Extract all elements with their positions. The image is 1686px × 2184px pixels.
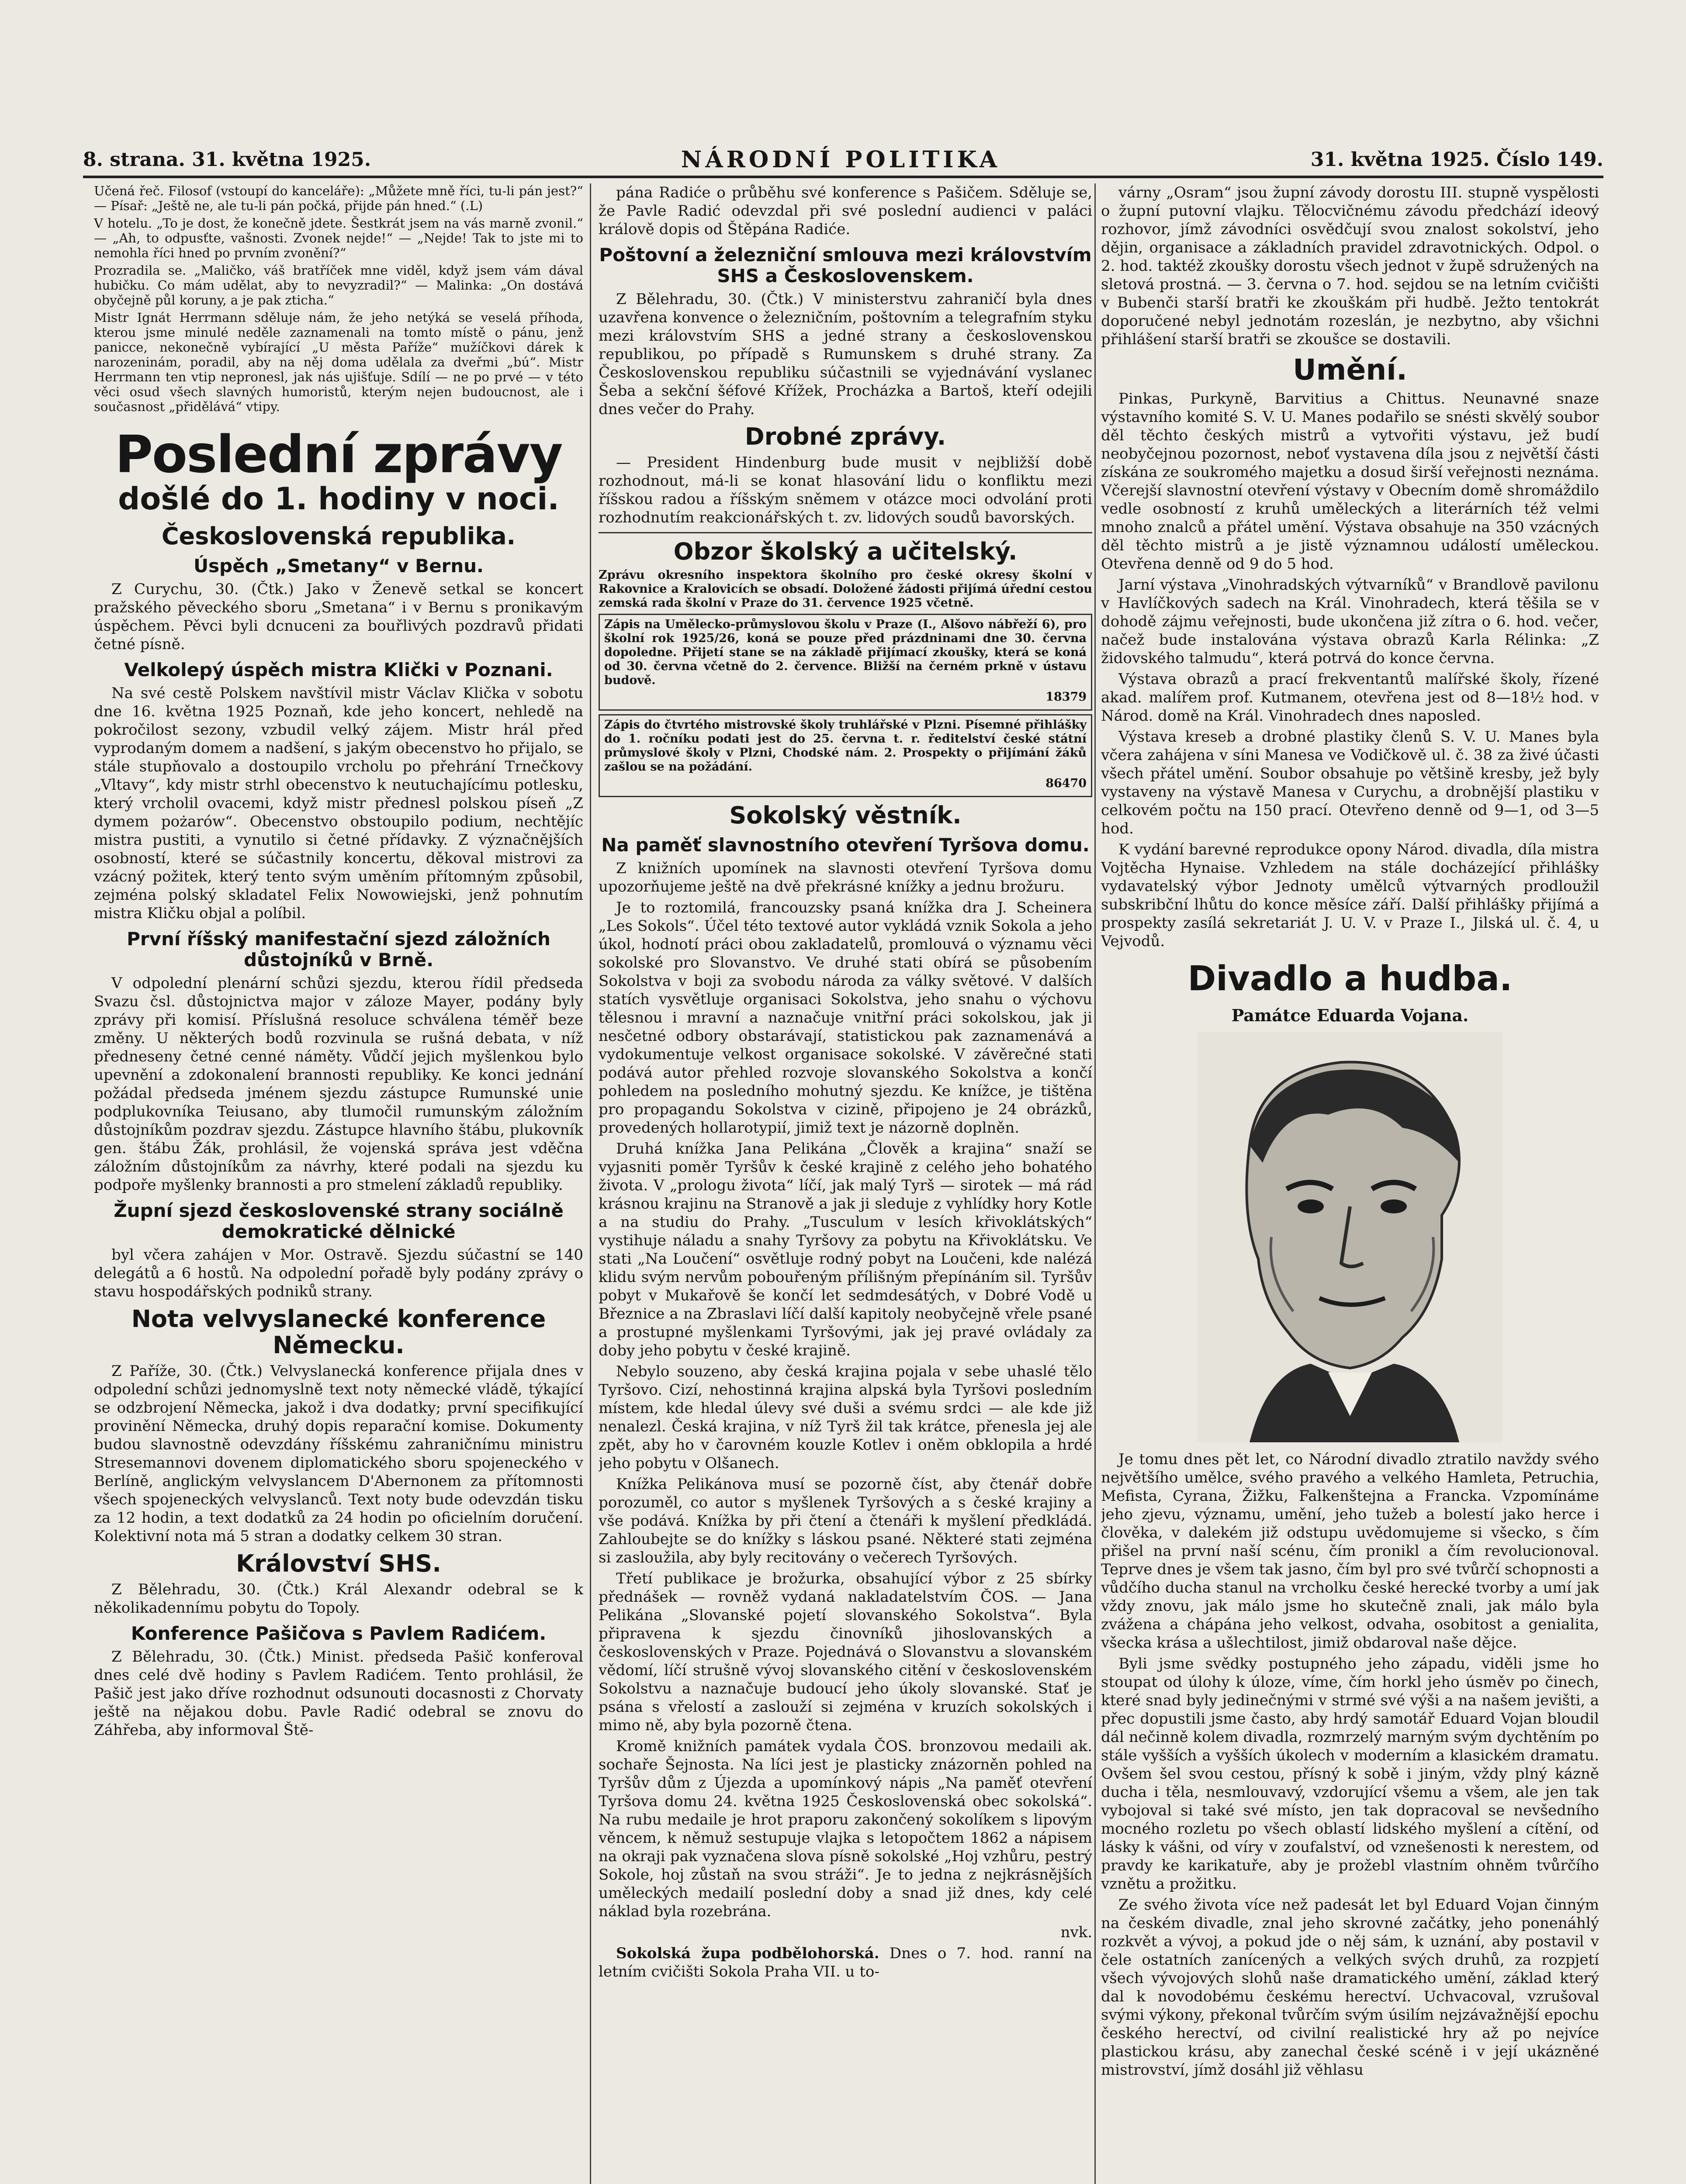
- article-text: Pinkas, Purkyně, Barvitius a Chittus. Neunavné snaze výstavního komité S. V. U. Manes podařilo se snésti skvělý soubor děl těchto českých mistrů a vytvořiti výstavu, jež budí neobyčejnou pozornost, neboť vystavena díla jsou z největší části získána ze soukromého majetku a dosud širší veřejnosti neznáma. Včerejší slavnostní otevření výstavy v Obecním domě shromáždilo vedle osobností z kruhů uměleckých a literárních též velmi mnoho znalců a přátel umění. Výstava obsahuje na 350 vzácných děl těchto mistrů a je jistě významnou událostí uměleckou. Otevřena denně od 9 do 5 hod.: [1101, 390, 1599, 573]
- section-heading: Nota velvyslanecké konference Německu.: [131, 1305, 546, 1359]
- anecdote: Učená řeč. Filosof (vstoupí do kanceláře): „Můžete mně říci, tu-li pán jest?“ — Písař: „Ještě ne, ale tu-li pán počká, přijde pán hned.“ (.L): [94, 183, 583, 213]
- article-text: Je to roztomilá, francouzsky psaná knížka dra J. Scheinera „Les Sokols“. Účel této textové autor vykládá vznik Sokola a jeho úkol, hodnotí práci obou zakladatelů, promlouvá o významu věci sokolské pro Slovanstvo. Ve druhé stati obírá se působením Sokolstva v boji za svobodu národa za války světové. V dalších statích vysvětluje organisaci Sokolstva, jeho snahu o výchovu tělesnou i mravní a naznačuje vnitřní práci sokolskou, jak ji nesčetné odbory obstarávají, statistickou pak zaznamenává a vydokumentuje velkost organisace sokolské. V závěrečné stati podává autor přehled rozvoje slovanského Sokolstva a končí pohledem na posledního mohutný sjezdu. Ke knížce, je tištěna pro propagandu Sokolstva v cizině, připojeno je 24 obrázků, provedených hollarotypií, jimiž text je názorně doplněn.: [599, 899, 1092, 1137]
- article-text: Byli jsme svědky postupného jeho západu, viděli jsme ho stoupat od úlohy k úloze, víme, čím horkl jeho úsměv po činech, které snad byly jedinečnými v strmé své výši a na našem jevišti, a přec dopustili jsme často, aby hrdý samotář Eduard Vojan bloudil dál nečinně kolem divadla, rozmrzelý marným svým dychtěním po stále vyšších a vyšších úkolech v moderním a klasickém dramatu. Ovšem šel svou cestou, přísný k sobě i jiným, vždy plný kázně ducha i těla, nesmlouvavý, vzdorující všemu a všem, ale jen tak vybojoval si také své místo, jen tak dopracoval se nevšedního mocného rozletu po všech oblastí lidského myšlení a cítění, od lásky k vášni, od víry v zoufalství, od vznešenosti k nerestem, od pravdy ke karikatuře, aby je prožebl vlastním ohněm tvůrčího vznětu a prožitku.: [1101, 1655, 1599, 1893]
- article-text: Z Curychu, 30. (Čtk.) Jako v Ženevě setkal se koncert pražského pěveckého sboru „Smetana“ i v Bernu s pronikavým úspěchem. Pěvci byli dcnuceni za bouřlivých pozdravů přidati četné písně.: [94, 581, 583, 653]
- portrait-caption: Památce Eduarda Vojana.: [1231, 1006, 1469, 1025]
- inline-text: Dnes o 7. hod. ranní na letním cvičišti Sokola Praha VII. u to-: [599, 1945, 1092, 1980]
- article-text: Druhá knížka Jana Pelikána „Člověk a krajina“ snaží se vyjasniti poměr Tyršův k české krajině z celého jeho bohatého života. V „prologu života“ líčí, jak malý Tyrš — sirotek — má rád krásnou krajinu na Stranově a jak ji sleduje z vyhlídky hory Kotle a na studiu do Prahy. „Tusculum v lesích křivoklátských“ vystihuje náladu a snahy Tyršovy za pobytu na Křivoklátsku. Ve stati „Na Loučení“ osvětluje rodný pobyt na Loučeni, kde nalézá klidu svým nervům pobouřeným přílišným přepínáním sil. Tyršův pobyt v Mukařově še končí let sedmdesátých, v Dobré Vodě u Březnice a na Zbraslavi líčí další kapitoly neobyčejně vřele psané a prostupné myšlenkami Tyršovými, jak jej pravé ovládaly za doby jeho pobytu v české krajině.: [599, 1140, 1092, 1359]
- column-1: [94, 183, 583, 2184]
- article-text: Jarní výstava „Vinohradských výtvarníků“ v Brandlově pavilonu v Havlíčkových sadech na Král. Vinohradech, která těšila se v dohodě zájmu veřejnosti, bude ukončena již zítra o 6. hod. večer, načež bude instalována výstava obrazů Karla Rélinka: „Z židovského talmudu“, která potrvá do konce června.: [1101, 576, 1599, 667]
- article-text: Z Paříže, 30. (Čtk.) Velvyslanecká konference přijala dnes v odpolední schůzi jednomyslně text noty německé vládě, týkající se odzbrojení Německa, jakož i dva dodatky; první specifikující provinění Německa, druhý dopis reparační komise. Dokumenty budou slavnostně odevzdány říšskému zahraničnímu ministru Stresemannovi dovenem diplomatického sboru spojeneckého v Berlíně, anglickým velvyslancem D'Abernonem za přítomnosti všech spojeneckých velvyslanců. Text noty bude odevzdán tisku za 12 hodin, a text dodatků za 24 hodin po oficielním doručení. Kolektivní nota má 5 stran a dodatky celkem 30 stran.: [94, 1362, 583, 1545]
- article-heading: Na paměť slavnostního otevření Tyršova domu.: [601, 834, 1090, 856]
- article-heading: Župní sjezd československé strany sociálně demokratické dělnické: [114, 1200, 564, 1242]
- article-text: [599, 1944, 1092, 1981]
- header-issue-right: 31. května 1925. Číslo 149.: [1310, 148, 1603, 171]
- inline-heading: Sokolská župa podbělohorská.: [616, 1945, 879, 1962]
- advert-box: [599, 614, 1092, 711]
- article-heading: Velkolepý úspěch mistra Klički v Poznani.: [124, 659, 553, 681]
- column-3: [1101, 183, 1599, 2184]
- notice: Zápis do čtvrtého mistrovské školy truhlářské v Plzni. Písemné přihlášky do 1. ročníku podati jest do 25. června t. r. ředitelství české státní průmyslové školy v Plzni, Chodské nám. 2. Prospekty o přijímání žáků zašlou se na požádání.: [604, 718, 1087, 774]
- article-heading: Poštovní a železniční smlouva mezi královstvím SHS a Československem.: [599, 244, 1092, 287]
- article-text: V odpolední plenární schůzi sjezdu, kterou řídil předseda Svazu čsl. důstojnictva major v záloze Mayer, podány byly zprávy při komisí. Příslušná resoluce schválena téměř beze změny. U některých bodů rozvinula se rušná debata, v níž předneseny četné cenné náměty. Vůdčí jejich myšlenkou bylo upevnění a zdokonalení brannosti republiky. Ke konci jednání požádal předseda jménem sjezdu zástupce Rumunské unie podplukovníka Teiusano, aby tlumočil rumunským záložním důstojníkům pozdrav sjezdu. Zástupce hlavního štábu, plukovník gen. štábu Žák, prohlásil, že vojenská správa jest vděčna záložním důstojníkům za návrhy, které podali na sjezdu ku podpoře myšlenky brannosti a pro stmelení základů republiky.: [94, 975, 583, 1194]
- column-divider: [1094, 183, 1096, 2184]
- separator: [599, 532, 1092, 533]
- article-text: várny „Osram“ jsou župní závody dorostu III. stupně vyspělosti o župní putovní vlajku. Tělocvičnému závodu předchází ideový rozhovor, jímž závodníci osvědčují svou znalost sokolství, jeho dějin, organisace a základních pravidel zdravotnických. Odpol. o 2. hod. taktéž zkoušky dorostu všech jednot v župě sdružených na sletová prostná. — 3. června o 7. hod. sejdou se na letním cvičišti v Bubenči starší bratři ke zkouškám při hudbě. Ježto tentokrát doporučené nebyl jednotám rozeslán, je nezbytno, aby všichni přihlášení starší bratři se zkoušce se dostavili.: [1101, 184, 1599, 348]
- section-heading: Obzor školský a učitelský.: [673, 538, 1018, 565]
- article-text: Z knižních upomínek na slavnosti otevření Tyršova domu upozorňujeme ještě na dvě překrásné knížky a jednu brožuru.: [599, 860, 1092, 895]
- article-heading: Úspěch „Smetany“ v Bernu.: [193, 555, 484, 577]
- advert-box: [599, 714, 1092, 797]
- article-text: Kromě knižních památek vydala ČOS. bronzovou medaili ak. sochaře Šejnosta. Na líci jest je plasticky znázorněn pohled na Tyršův dům z Újezda a upomínkový nápis „Na paměť otevření Tyršova domu 24. května 1925 Československá obec sokolská“. Na rubu medaile je hrot praporu zakončený sokolíkem s lipovým věncem, k němuž sestupuje vlajka s letopočtem 1862 a nápisem na okraji pak vyznačena slova písně sokolské „Hoj vzhůru, pestrý Sokole, hoj zůstaň na svou stráži“. Je to jedna z nejkrásnějších uměleckých medailí poslední doby a snad již dnes, kdy celé náklad byla rozebrána.: [599, 1738, 1092, 1920]
- notice: Zápis na Umělecko-průmyslovou školu v Praze (I., Alšovo nábřeží 6), pro školní rok 1925/26, koná se pouze před prázdninami dne 30. června dopoledne. Přijetí stane se na základě přijímací zkoušky, která se koná od 30. června včetně do 2. července. Bližší na černém prkně v ústavu budově.: [604, 618, 1087, 687]
- article-text: Ze svého života více než padesát let byl Eduard Vojan činným na českém divadle, znal jeho skrovné začátky, jeho ponenáhlý rozkvět a vývoj, a pokud jde o něj sám, k uznání, aby postavil v čele ostatních zanícených a velkých svých druhů, za rozpjetí všech vývojových slohů naše dramatického umění, základ který dal k novodobému českému herectví. Uchvacoval, vzrušoval svými výkony, překonal tvůrčím svým úsilím nejzávažnější epochu českého herectví, od civilní realistické hry až po nejvíce plastickou krásu, aby zanechal české scéně i v její ukázněné mistrovství, jímž dosáhl již věhlasu: [1101, 1896, 1599, 2079]
- section-title: Divadlo a hudba.: [1187, 959, 1513, 999]
- section-subtitle: došlé do 1. hodiny v noci.: [118, 481, 559, 517]
- article-heading: První říšský manifestační sjezd záložních důstojníků v Brně.: [127, 928, 550, 971]
- article-text: Výstava kreseb a drobné plastiky členů S. V. U. Manes byla včera zahájena v síni Manesa ve Vodičkově ul. č. 38 za živé účasti všech přátel umění. Soubor obsahuje po většině kresby, jež byly vystaveny na výstavě Manesa v Curychu, a drobnější plastiku v celkovém počtu na 150 prací. Otevřeno denně od 9—1, od 3—5 hod.: [1101, 728, 1599, 837]
- correction-note: Mistr Ignát Herrmann sděluje nám, že jeho netýká se veselá příhoda, kterou jsme minulé neděle zaznamenali na tomto místě o pánu, jenž panicce, nekonečně vybírající „U města Paříže“ mužíčkovi dárek k narozeninám, poradil, aby na něj doma udělala za dveřmi „bú“. Mistr Herrmann ten vtip nepronesl, jak nás ujišťuje. Sdílí — ne po prvé — v této věci osud všech slavných humoristů, kterým nejen budoucnost, ale i současnost „přidělává“ vtipy.: [94, 310, 583, 414]
- notice-code: 18379: [1046, 690, 1087, 704]
- article-text: Je tomu dnes pět let, co Národní divadlo ztratilo navždy svého největšího umělce, svého pravého a velkého Hamleta, Petruchia, Mefista, Cyrana, Žižku, Falkenštejna a Francka. Vzpomínáme jeho zjevu, významu, umění, jeho tužeb a bolestí jako herce i člověka, v dalekém již odstupu uvědomujeme si všecko, s čím přišel na první naší scénu, čím pronikl a čím revolucionoval. Teprve dnes je všem tak jasno, čím byl pro své tvůrčí schopnosti a vůdčího ducha stanul na vrcholku české herecké tvorby a umí jak vždy znovu, jak málo jsme ho skutečně znali, jak málo byla zvážena a chápána jeho velkost, odvaha, osobitost a genialita, všecka krása a ušlechtilost, jimiž obdaroval naše dějce.: [1101, 1451, 1599, 1652]
- vojan-portrait-image: [1197, 1032, 1503, 1442]
- article-text: Z Bělehradu, 30. (Čtk.) Minist. předseda Pašič konferoval dnes celé dvě hodiny s Pavlem Radićem. Tento prohlásil, že Pašič jest jako dříve rozhodnut odsunouti docasnosti z Chorvaty ještě na nějakou dobu. Pavle Radić odebral se znovu do Záhřeba, aby informoval Ště-: [94, 1648, 583, 1739]
- notice: Zprávu okresního inspektora školního pro české okresy školní v Rakovnice a Kralovicích se obsadí. Doložené žádosti přijímá úřední cestou zemská rada školní v Praze do 31. července 1925 včetně.: [599, 568, 1092, 610]
- anecdote: Prozradila se. „Maličko, váš bratříček mne viděl, když jsem vám dával hubičku. Co mám udělat, aby to nevyzradil?“ — Malinka: „On dostává obyčejně půl koruny, a je pak zticha.“: [94, 263, 583, 308]
- article-text: — President Hindenburg bude musit v nejbližší době rozhodnout, má-li se konat hlasování lidu o konfliktu mezi říšskou radou a říšským sněmem v otázce moci odvolání proti rozhodnutím reakcionářských t. zv. lidových soudů bavorských.: [599, 454, 1092, 526]
- column-2: [599, 183, 1092, 2184]
- section-title-latest-news: Poslední zprávy: [115, 424, 562, 484]
- article-text: K vydání barevné reprodukce opony Národ. divadla, díla mistra Vojtěcha Hynaise. Vzhledem na stále docházející přihlášky vydavatelský výbor Jednoty umělců výtvarných prodloužil subskribční lhůtu do konce měsíce září. Další přihlášky přijímá a prospekty zasílá sekretariát J. U. V. v Praze I., Jilská ul. č. 4, u Vejvodů.: [1101, 841, 1599, 950]
- header-rule: [83, 176, 1603, 178]
- article-text: Z Bělehradu, 30. (Čtk.) Král Alexandr odebral se k několikadennímu pobytu do Topoly.: [94, 1581, 583, 1617]
- notice-code: 86470: [1046, 777, 1087, 790]
- article-text: Z Bělehradu, 30. (Čtk.) V ministerstvu zahraničí byla dnes uzavřena konvence o železničním, poštovním a telegrafním styku mezi královstvím SHS a jedné strany a československou republikou, po případě s Rumunskem s druhé strany. Za Československou republiku súčastnili se vyjednávání vyslanec Šeba a sekční šéfové Křížek, Procházka a Bartoš, kteří odejili dnes večer do Prahy.: [599, 290, 1092, 418]
- section-heading: Sokolský věstník.: [729, 802, 962, 829]
- article-text: Výstava obrazů a prací frekventantů malířské školy, řízené akad. malířem prof. Kutmanem, otevřena jest od 8—18½ hod. v Národ. domě na Král. Vinohradech dnes naposled.: [1101, 670, 1599, 725]
- article-text: byl včera zahájen v Mor. Ostravě. Sjezdu súčastní se 140 delegátů a 6 hostů. Na odpolední pořadě byly podány zprávy o stavu hospodářských podniků strany.: [94, 1246, 583, 1300]
- article-text: Na své cestě Polskem navštívil mistr Václav Klička v sobotu dne 16. května 1925 Poznaň, kde jeho koncert, nehledě na pokročilost sezony, vzbudil velký zájem. Mistr hrál před vyprodaným domem a nadšení, s jakým obecenstvo ho přijalo, se stále stupňovalo a dostoupilo vrcholu po přehrání Trnečkovy „Vltavy“, kdy mistr strhl obecenstvo k neutuchajícímu potlesku, který vrcholil ovacemi, když mistr přednesl polskou píseň „Z dymem pożarów“. Obecenstvo obstoupilo podium, nechtějíc mistra pustiti, a vynutilo si četné přídavky. Z význačnějších osobností, které se súčastnily koncertu, děkoval mistrovi za vzácný požitek, který tento svým uměním přítomným způsobil, zejména polský skladatel Felix Nowowiejski, jenž pohnutím mistra Kličku objal a políbil.: [94, 684, 583, 922]
- page-header: [83, 144, 1603, 175]
- section-heading: Československá republika.: [161, 522, 516, 550]
- article-text: Třetí publikace je brožurka, obsahující výbor z 25 sbírky přednášek — rovněž vydaná nakladatelstvím ČOS. — Jana Pelikána „Slovanské pojetí slovanského Sokolstva“. Byla připravena k sjezdu činovníků jihoslovanských a československých v Praze. Pojednává o Slovanstvu a slovanském vědomí, líčí strušně vývoj slovanského citění v československém Sokolstvu a naznačuje budoucí jeho úkoly slovanské. Stať je psána s vřelostí a zaslouží si zejména v kruzích sokolských i mimo ně, aby byla pozorně čtena.: [599, 1570, 1092, 1734]
- article-heading: Konference Pašičova s Pavlem Radićem.: [131, 1623, 547, 1644]
- section-heading: Umění.: [1293, 353, 1407, 387]
- article-text: pána Radiće o průběhu své konference s Pašičem. Sděluje se, že Pavle Radić odevzdal při své poslední audienci v paláci králově dopis od Štěpána Radiće.: [599, 184, 1092, 238]
- article-text: Knížka Pelikánova musí se pozorně číst, aby čtenář dobře porozuměl, co autor s myšlenek Tyršových a s české krajiny a vše podává. Knížka by při čtení a čtenáři k myšlení předkládá. Zahloubejte se do knížky s láskou psané. Některé stati zejména si zasloužila, aby byly recitovány o večerech Tyršových.: [599, 1476, 1092, 1566]
- column-divider: [590, 183, 591, 2184]
- author-sign: nvk.: [1060, 1924, 1092, 1941]
- section-heading: Drobné zprávy.: [744, 423, 946, 450]
- masthead-title: NÁRODNÍ POLITIKA: [681, 146, 1001, 173]
- header-date-left: 8. strana. 31. května 1925.: [83, 148, 371, 171]
- article-text: Nebylo souzeno, aby česká krajina pojala v sebe uhaslé tělo Tyršovo. Cizí, nehostinná krajina alpská byla Tyršovi posledním místem, kde hledal úlevy své duši a svému srdci — ale kde již nenalezl. Česká krajina, v níž Tyrš žil tak krátce, přenesla jej ale zpět, aby ho v čarovném kouzle Kotlev i oněm obklopila a hrdé jeho pobytu v Olšanech.: [599, 1363, 1092, 1472]
- section-heading: Království SHS.: [236, 1550, 441, 1577]
- anecdote: V hotelu. „To je dost, že konečně jdete. Šestkrát jsem na vás marně zvonil.“ — „Ah, to odpusťte, vašnosti. Zvonek nejde!“ — „Nejde! Tak to jste mi to nemohla říci hned po prvním zvonění?“: [94, 216, 583, 260]
